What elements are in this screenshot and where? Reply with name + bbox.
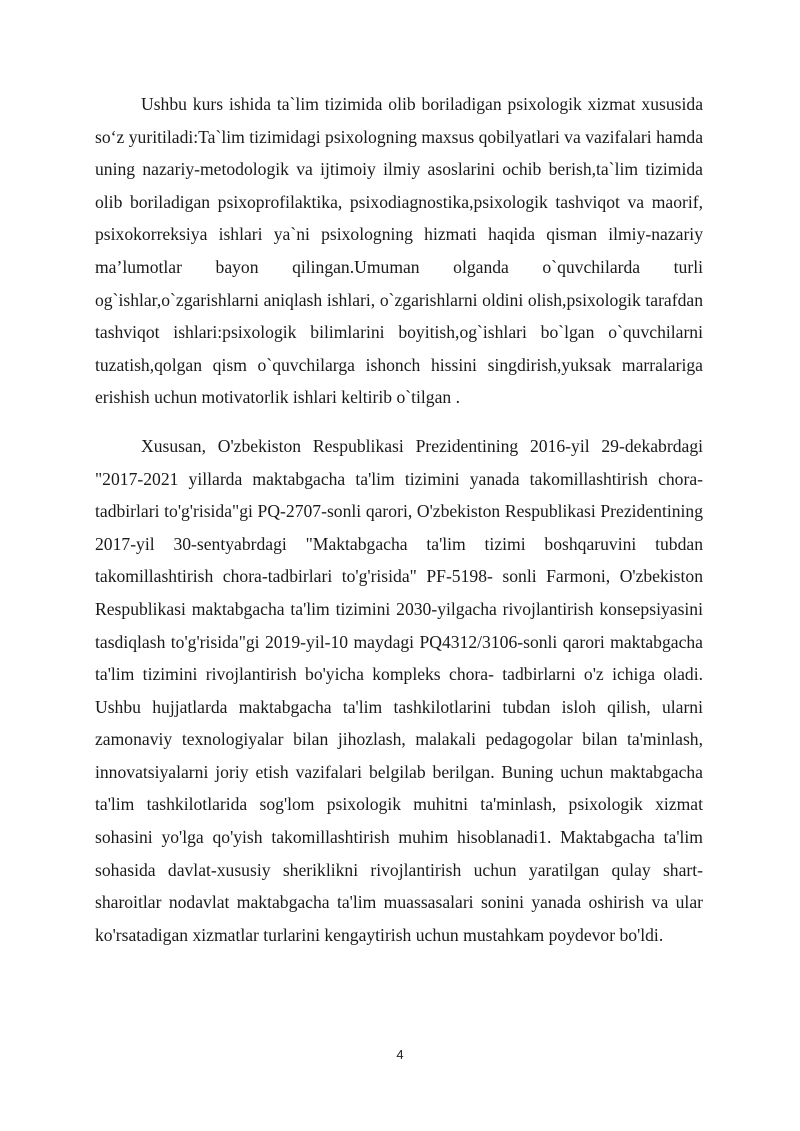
paragraph-2: Xususan, O'zbekiston Respublikasi Prezidentining 2016-yil 29-dekabrdagi "2017-2021 yillarda maktabgacha ta'lim tizimini yanada takomillashtirish chora-tadbirlari to'g'risida"gi PQ-2707-sonli qarori, O'zbekiston Respublikasi Prezidentining 2017-yil 30-sentyabrdagi "Maktabgacha ta'lim tizimi boshqaruvini tubdan takomillashtirish chora-tadbirlari to'g'risida" PF-5198- sonli Farmoni, O'zbekiston Respublikasi maktabgacha ta'lim tizimini 2030-yilgacha rivojlantirish konsepsiyasini tasdiqlash to'g'risida"gi 2019-yil-10 maydagi PQ4312/3106-sonli qarori maktabgacha ta'lim tizimini rivojlantirish bo'yicha kompleks chora- tadbirlarni o'z ichiga oladi. Ushbu hujjatlarda maktabgacha ta'lim tashkilotlarini tubdan isloh qilish, ularni zamonaviy texnologiyalar bilan jihozlash, malakali pedagogolar bilan ta'minlash, innovatsiyalarni joriy etish vazifalari belgilab berilgan. Buning uchun maktabgacha ta'lim tashkilotlarida sog'lom psixologik muhitni ta'minlash, psixologik xizmat sohasini yo'lga qo'yish takomillashtirish muhim hisoblanadi1. Maktabgacha ta'lim sohasida davlat-xususiy sheriklikni rivojlantirish uchun yaratilgan qulay shart-sharoitlar nodavlat maktabgacha ta'lim muassasalari sonini yanada oshirish va ular ko'rsatadigan xizmatlar turlarini kengaytirish uchun mustahkam poydevor bo'ldi. xyxy=(95,435,703,945)
page-number: 4 xyxy=(396,1047,404,1062)
document-page xyxy=(95,88,703,951)
paragraph-1: Ushbu kurs ishida ta`lim tizimida olib boriladigan psixologik xizmat xususida so‘z yuritiladi:Ta`lim tizimidagi psixologning maxsus qobilyatlari va vazifalari hamda uning nazariy-metodologik va ijtimoiy ilmiy asoslarini ochib berish,ta`lim tizimida olib boriladigan psixoprofilaktika, psixodiagnostika,psixologik tashviqot va maorif, psixokorreksiya ishlari ya`ni psixologning hizmati haqida qisman ilmiy-nazariy ma’lumotlar bayon qilingan.Umuman olganda o`quvchilarda turli og`ishlar,o`zgarishlarni aniqlash ishlari, o`zgarishlarni oldini olish,psixologik tarafdan tashviqot ishlari:psixologik bilimlarini boyitish,og`ishlari bo`lgan o`quvchilarni tuzatish,qolgan qism o`quvchilarga ishonch hissini singdirish,yuksak marralariga erishish uchun motivatorlik ishlari keltirib o`tilgan . xyxy=(95,94,703,408)
